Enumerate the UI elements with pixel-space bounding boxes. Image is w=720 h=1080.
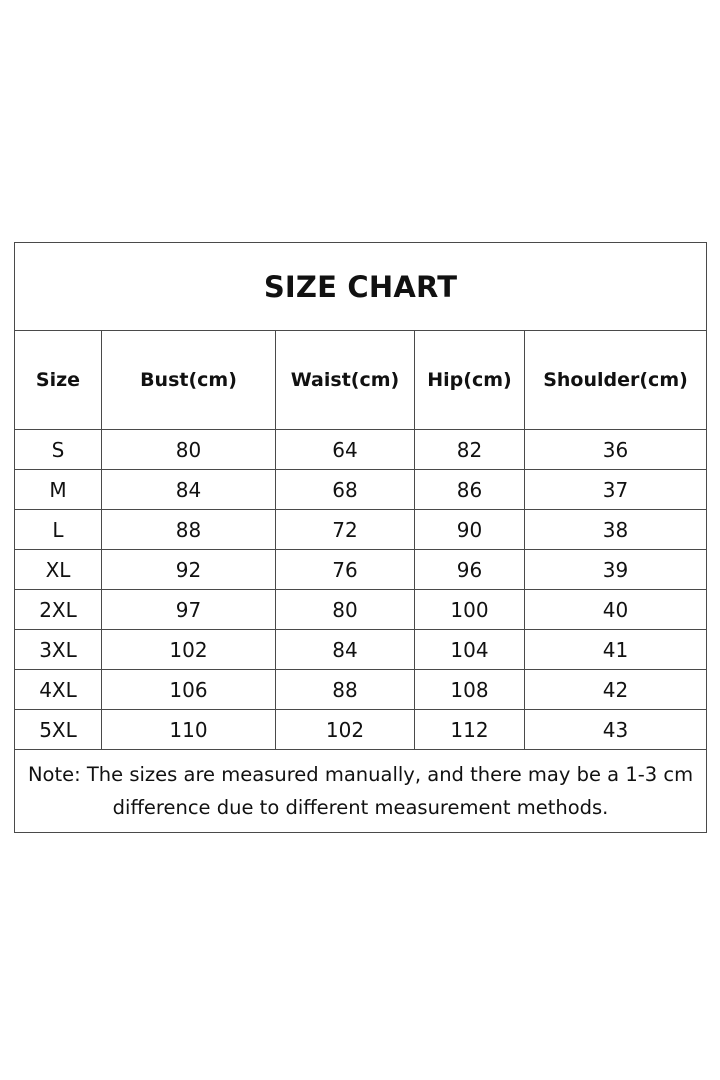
cell-shoulder: 40 — [525, 590, 707, 630]
cell-bust: 92 — [102, 550, 276, 590]
cell-hip: 100 — [415, 590, 525, 630]
cell-shoulder: 41 — [525, 630, 707, 670]
cell-shoulder: 39 — [525, 550, 707, 590]
cell-shoulder: 38 — [525, 510, 707, 550]
cell-waist: 88 — [276, 670, 415, 710]
header-bust: Bust(cm) — [102, 331, 276, 430]
cell-shoulder: 36 — [525, 430, 707, 470]
measurement-note: Note: The sizes are measured manually, and there may be a 1-3 cm difference due to different measurement methods. — [15, 750, 707, 833]
cell-waist: 80 — [276, 590, 415, 630]
size-chart-table — [14, 242, 707, 833]
cell-waist: 76 — [276, 550, 415, 590]
cell-waist: 84 — [276, 630, 415, 670]
cell-size: S — [15, 430, 102, 470]
table-row — [15, 510, 707, 550]
cell-size: M — [15, 470, 102, 510]
cell-shoulder: 43 — [525, 710, 707, 750]
cell-bust: 106 — [102, 670, 276, 710]
cell-hip: 86 — [415, 470, 525, 510]
cell-hip: 112 — [415, 710, 525, 750]
table-row — [15, 710, 707, 750]
chart-title: SIZE CHART — [15, 243, 707, 331]
table-row — [15, 630, 707, 670]
table-row — [15, 430, 707, 470]
header-waist: Waist(cm) — [276, 331, 415, 430]
cell-bust: 88 — [102, 510, 276, 550]
cell-shoulder: 42 — [525, 670, 707, 710]
cell-size: 3XL — [15, 630, 102, 670]
cell-waist: 102 — [276, 710, 415, 750]
table-row — [15, 670, 707, 710]
cell-size: 4XL — [15, 670, 102, 710]
cell-hip: 82 — [415, 430, 525, 470]
cell-waist: 68 — [276, 470, 415, 510]
header-size: Size — [15, 331, 102, 430]
cell-size: 2XL — [15, 590, 102, 630]
cell-waist: 72 — [276, 510, 415, 550]
header-shoulder: Shoulder(cm) — [525, 331, 707, 430]
cell-bust: 110 — [102, 710, 276, 750]
table-row — [15, 550, 707, 590]
cell-size: 5XL — [15, 710, 102, 750]
header-hip: Hip(cm) — [415, 331, 525, 430]
cell-hip: 90 — [415, 510, 525, 550]
cell-bust: 97 — [102, 590, 276, 630]
cell-hip: 108 — [415, 670, 525, 710]
cell-waist: 64 — [276, 430, 415, 470]
note-row — [15, 750, 707, 833]
cell-hip: 104 — [415, 630, 525, 670]
cell-shoulder: 37 — [525, 470, 707, 510]
cell-size: L — [15, 510, 102, 550]
header-row — [15, 331, 707, 430]
title-row — [15, 243, 707, 331]
table-row — [15, 470, 707, 510]
table-row — [15, 590, 707, 630]
cell-bust: 102 — [102, 630, 276, 670]
cell-bust: 80 — [102, 430, 276, 470]
cell-hip: 96 — [415, 550, 525, 590]
cell-size: XL — [15, 550, 102, 590]
cell-bust: 84 — [102, 470, 276, 510]
